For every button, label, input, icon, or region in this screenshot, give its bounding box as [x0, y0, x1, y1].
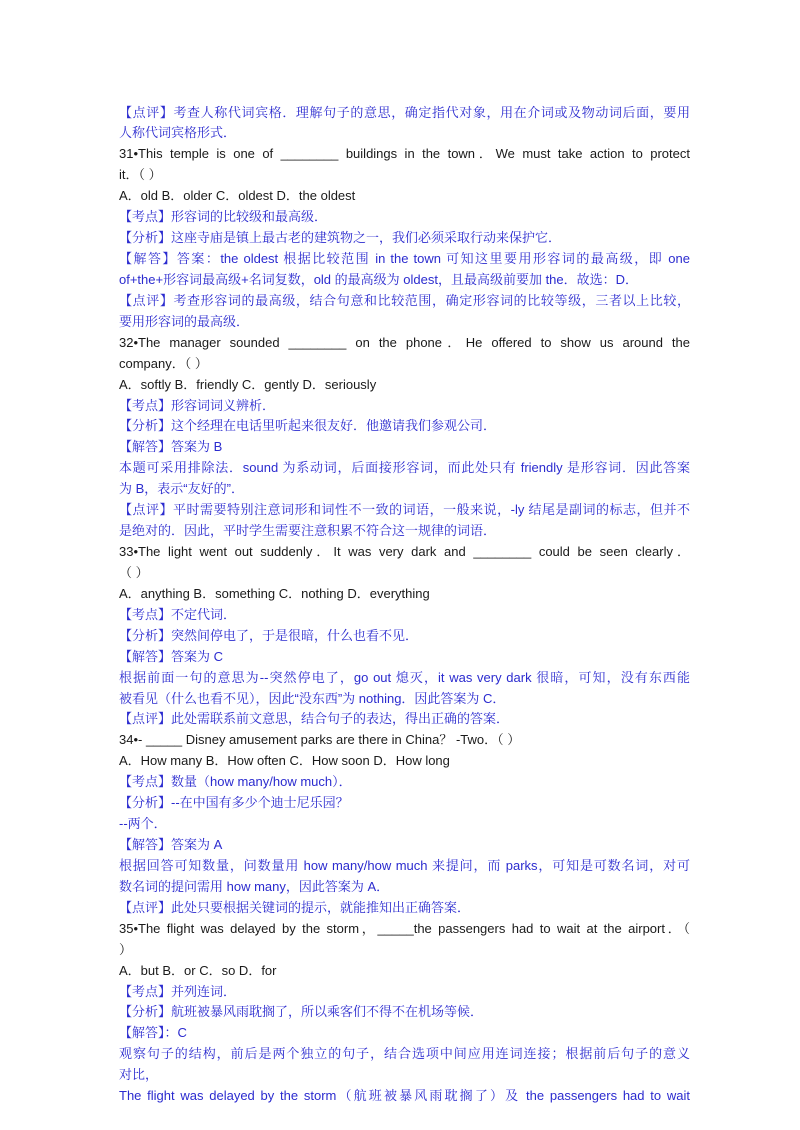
text-line: 【分析】这个经理在电话里听起来很友好．他邀请我们参观公司． [119, 418, 497, 434]
text-line: A．anything B．something C．nothing D．everything [119, 585, 430, 601]
text-line: 【点评】考查人称代词宾格．理解句子的意思，确定指代对象，用在介词或及物动词后面，要用 [119, 104, 690, 120]
text-line: 【点评】此处需联系前文意思，结合句子的表达，得出正确的答案． [119, 711, 510, 727]
text-line: 是绝对的．因此，平时学生需要注意积累不符合这一规律的词语． [119, 523, 497, 539]
text-line: 【考点】形容词的比较级和最高级． [119, 209, 328, 225]
text-line: ） [119, 941, 133, 957]
text-line: 被看见（什么也看不见），因此“没东西”为 nothing．因此答案为 C． [119, 690, 506, 706]
text-line: 【解答】答案：the oldest 根据比较范围 in the town 可知这里要用形容词的最高级，即 one [119, 251, 690, 266]
text-line: 【点评】平时需要特别注意词形和词性不一致的词语，一般来说，-ly 结尾是副词的标志，但并不 [119, 502, 690, 518]
text-line: 【解答】答案为 B [119, 439, 223, 455]
text-line: 【分析】这座寺庙是镇上最古老的建筑物之一，我们必须采取行动来保护它． [119, 230, 562, 246]
text-line: it．（ ） [119, 167, 162, 183]
text-line: 观察句子的结构，前后是两个独立的句子，结合选项中间应用连词连接；根据前后句子的意义 [119, 1046, 690, 1062]
text-line: （ ） [119, 564, 149, 580]
text-line: 【解答】答案为 A [119, 837, 223, 853]
text-line: 【分析】突然间停电了，于是很暗，什么也看不见． [119, 627, 419, 643]
text-line: A．but B．or C．so D．for [119, 962, 277, 978]
text-line: 数名词的提问需用 how many，因此答案为 A． [119, 878, 390, 894]
text-line: A．softly B．friendly C．gently D．seriously [119, 376, 377, 392]
text-line: 【解答】：C [119, 1025, 187, 1041]
text-line: 本题可采用排除法．sound 为系动词，后面接形容词，而此处只有 friendly 是形容词．因此答案 [119, 460, 690, 476]
text-line: 32•The manager sounded ________ on the phone．He offered to show us around the [119, 334, 690, 350]
text-line: 31•This temple is one of ________ buildings in the town．We must take action to protect [119, 146, 690, 162]
text-line: 为 B，表示“友好的”． [119, 481, 244, 497]
text-line: 【考点】不定代词． [119, 606, 237, 622]
text-line: 【点评】考查形容词的最高级，结合句意和比较范围，确定形容词的比较等级，三者以上比较， [119, 292, 690, 308]
text-line: 根据前面一句的意思为--突然停电了，go out 熄灭，it was very dark 很暗，可知，没有东西能 [119, 669, 690, 685]
text-line: 【考点】数量（how many/how much）． [119, 774, 352, 790]
text-line: company．（ ） [119, 355, 208, 371]
text-line: 【解答】答案为 C [119, 648, 224, 664]
text-line: 35•The flight was delayed by the storm，_____the passengers had to wait at the airport．（ [119, 920, 690, 936]
text-line: of+the+形容词最高级+名词复数，old 的最高级为 oldest，且最高级前要加 the．故选：D． [119, 271, 639, 287]
text-line: 【考点】并列连词． [119, 983, 237, 999]
text-line: 根据回答可知数量，问数量用 how many/how much 来提问，而 parks，可知是可数名词，对可 [119, 857, 690, 873]
text-line: 【分析】航班被暴风雨耽搁了，所以乘客们不得不在机场等候． [119, 1004, 484, 1020]
text-line: A．How many B．How often C．How soon D．How long [119, 753, 450, 769]
text-line: --两个． [119, 816, 167, 832]
text-line: 34•- _____ Disney amusement parks are there in China？ -Two．（ ） [119, 732, 521, 748]
text-line: 【考点】形容词词义辨析． [119, 397, 276, 413]
text-line: 33•The light went out suddenly．It was very dark and ________ could be seen clearly． [119, 544, 690, 560]
text-line: 对比， [119, 1067, 159, 1083]
text-line: The flight was delayed by the storm（航班被暴风雨耽搁了）及 the passengers had to wait [119, 1088, 690, 1104]
text-line: 【分析】--在中国有多少个迪士尼乐园？ [119, 795, 349, 811]
text-line: 要用形容词的最高级． [119, 313, 250, 329]
text-line: 【点评】此处只要根据关键词的提示，就能推知出正确答案． [119, 899, 471, 915]
text-line: 人称代词宾格形式． [119, 125, 237, 141]
text-line: A．old B．older C．oldest D．the oldest [119, 188, 356, 204]
